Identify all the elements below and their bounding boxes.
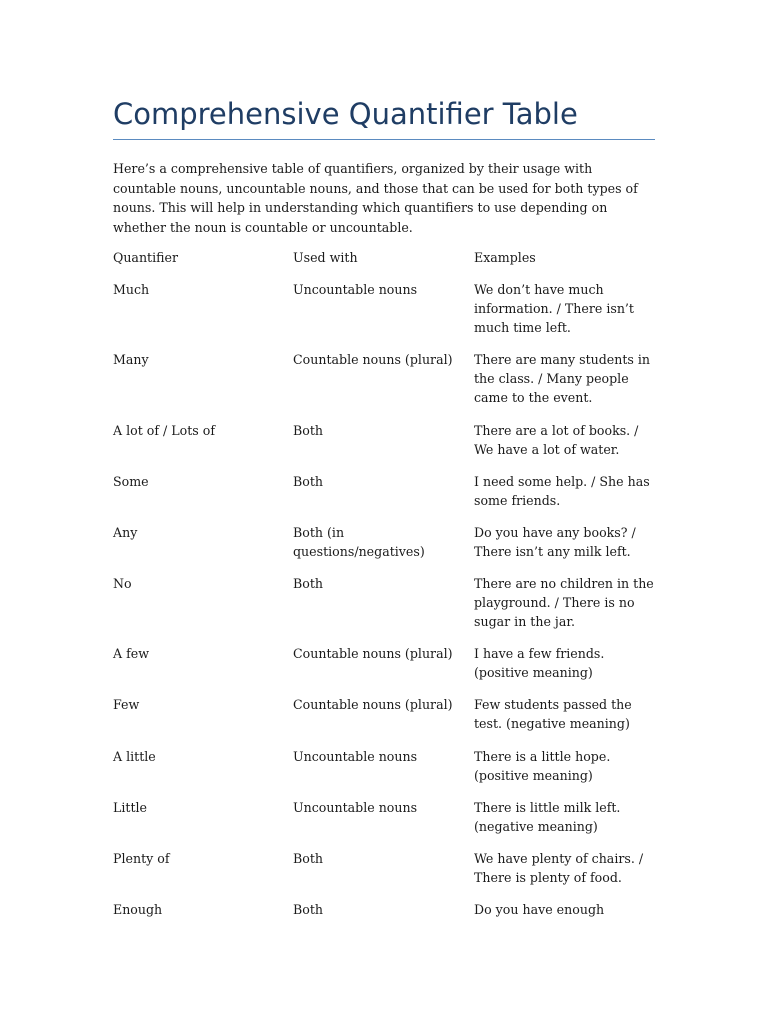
quantifier-cell: A lot of / Lots of [113, 423, 215, 438]
used-with-cell: Uncountable nouns [293, 749, 418, 764]
quantifier-cell: Many [113, 352, 149, 367]
document-title: Comprehensive Quantifier Table [113, 97, 578, 131]
quantifier-cell: Some [113, 474, 149, 489]
example-cell: I need some help. / She has some friends. [474, 474, 650, 509]
used-with-cell: Both [293, 851, 324, 866]
example-cell: We don’t have much information. / There isn’t much time left. [474, 282, 634, 336]
used-with-cell: Uncountable nouns [293, 800, 418, 815]
used-with-cell: Countable nouns (plural) [293, 352, 453, 367]
quantifier-cell: Few [113, 697, 140, 712]
quantifier-cell: A little [113, 749, 156, 764]
used-with-cell: Both [293, 423, 324, 438]
quantifier-cell: A few [113, 646, 149, 661]
intro-paragraph: Here’s a comprehensive table of quantifiers, organized by their usage with countable nouns, uncountable nouns, and those that can be used for both types of nouns. This will help in understanding which quantifiers to use depending on whether the noun is countable or uncountable. [113, 161, 638, 235]
quantifier-cell: No [113, 576, 132, 591]
used-with-cell: Countable nouns (plural) [293, 697, 453, 712]
quantifier-cell: Any [113, 525, 138, 540]
used-with-cell: Uncountable nouns [293, 282, 418, 297]
quantifier-cell: Enough [113, 902, 163, 917]
example-cell: There are no children in the playground. / There is no sugar in the jar. [474, 576, 654, 630]
quantifier-cell: Much [113, 282, 150, 297]
used-with-cell: Both (in questions/negatives) [293, 525, 425, 560]
header-used-with: Used with [293, 250, 358, 265]
quantifier-cell: Plenty of [113, 851, 170, 866]
example-cell: We have plenty of chairs. / There is plenty of food. [474, 851, 644, 886]
example-cell: I have a few friends. (positive meaning) [474, 646, 605, 681]
example-cell: There are a lot of books. / We have a lot of water. [474, 423, 639, 458]
header-examples: Examples [474, 250, 536, 265]
used-with-cell: Both [293, 474, 324, 489]
example-cell: Do you have any books? / There isn’t any milk left. [474, 525, 636, 560]
used-with-cell: Both [293, 576, 324, 591]
example-cell: Do you have enough [474, 902, 605, 917]
used-with-cell: Countable nouns (plural) [293, 646, 453, 661]
example-cell: There is little milk left. (negative meaning) [474, 800, 621, 835]
example-cell: Few students passed the test. (negative meaning) [474, 697, 632, 732]
example-cell: There are many students in the class. / Many people came to the event. [474, 352, 651, 406]
example-cell: There is a little hope. (positive meaning) [474, 749, 611, 784]
title-underline [113, 139, 655, 140]
used-with-cell: Both [293, 902, 324, 917]
quantifier-cell: Little [113, 800, 147, 815]
header-quantifier: Quantifier [113, 250, 179, 265]
